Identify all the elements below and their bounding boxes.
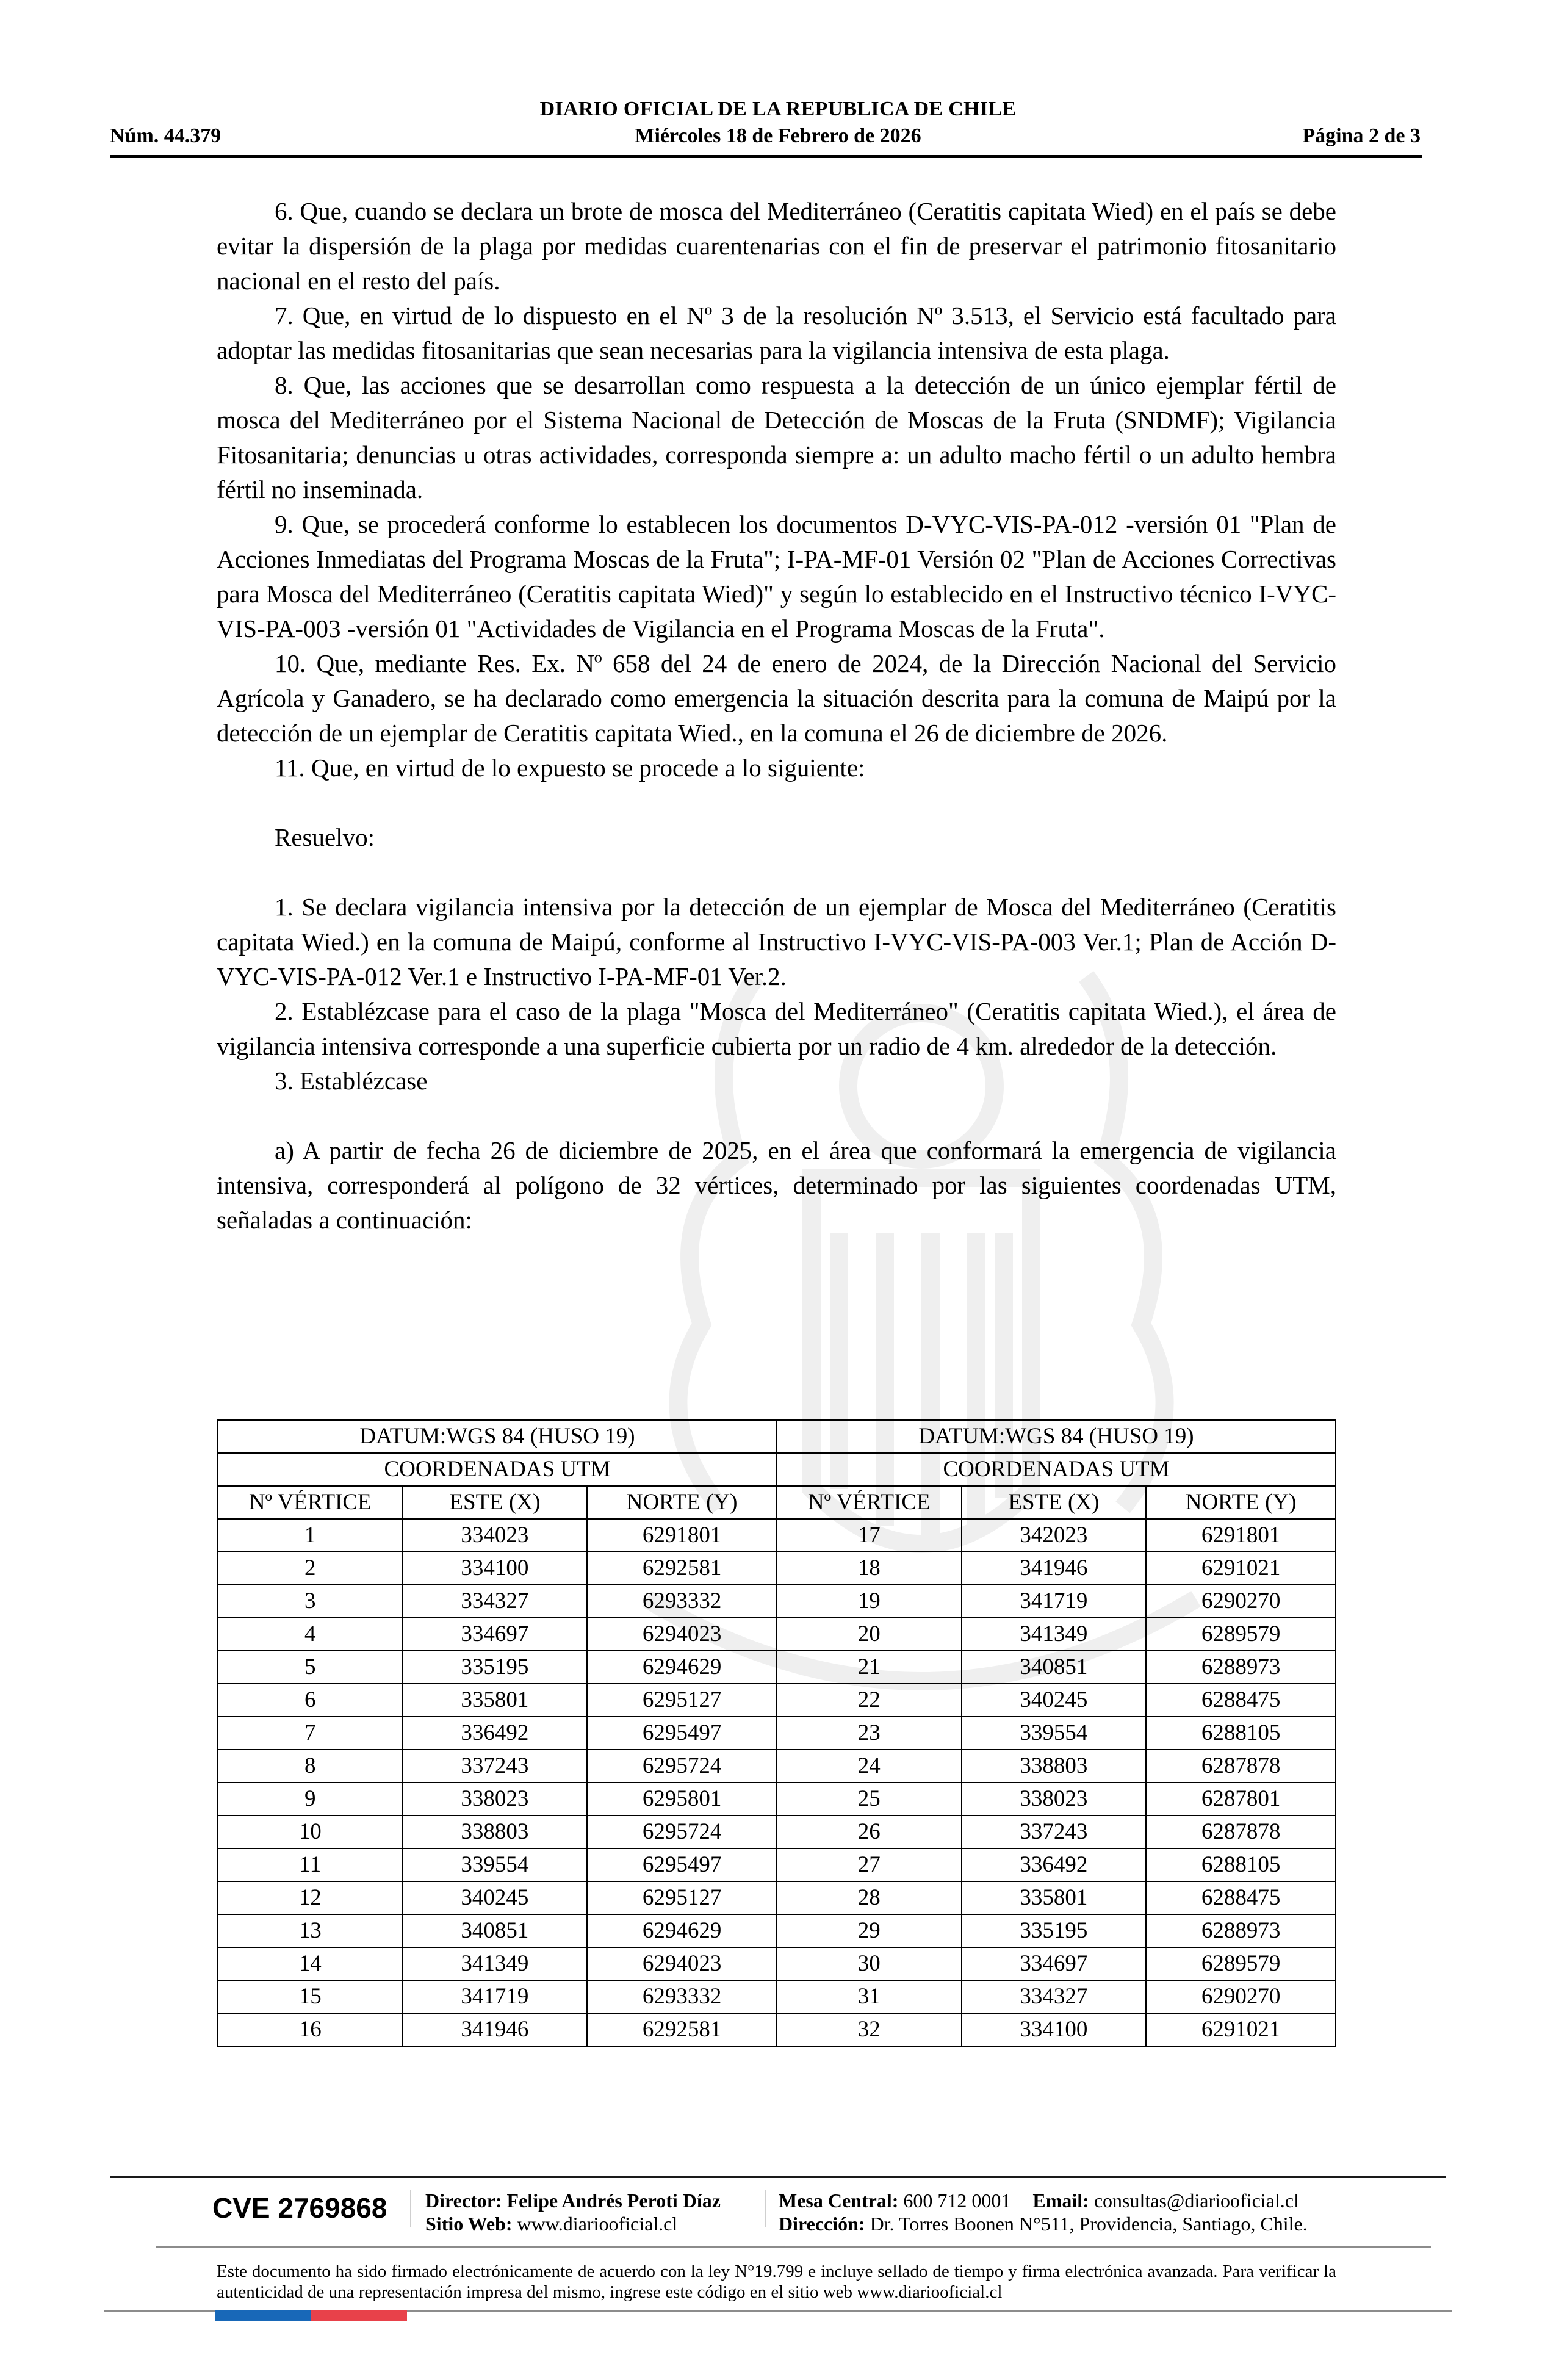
resuelvo-heading: Resuelvo: xyxy=(275,823,375,851)
north-value: 6291801 xyxy=(1146,1519,1336,1552)
table-row xyxy=(218,1552,1336,1585)
datum-header-right: DATUM:WGS 84 (HUSO 19) xyxy=(777,1420,1336,1453)
director-name: Felipe Andrés Peroti Díaz xyxy=(506,2190,721,2212)
east-value: 337243 xyxy=(403,1750,588,1783)
cve-code: CVE 2769868 xyxy=(212,2192,387,2224)
table-coords-row xyxy=(218,1453,1336,1486)
email-link[interactable]: consultas@diariooficial.cl xyxy=(1093,2190,1299,2212)
table-row xyxy=(218,1816,1336,1848)
north-value: 6291801 xyxy=(587,1519,777,1552)
paragraph-6: 6. Que, cuando se declara un brote de mosca del Mediterráneo (Ceratitis capitata Wied) en el país se debe evitar la dispersión de la plaga por medidas cuarentenarias con el fin de preservar el patrimonio fitosanitario nacional en el resto del país. xyxy=(217,197,1336,295)
paragraph-7: 7. Que, en virtud de lo dispuesto en el Nº 3 de la resolución Nº 3.513, el Servicio está facultado para adoptar las medidas fitosanitarias que sean necesarias para la vigilancia intensiva de esta plaga. xyxy=(217,301,1336,364)
east-value: 334327 xyxy=(403,1585,588,1618)
table-row xyxy=(218,1947,1336,1980)
north-value: 6288475 xyxy=(1146,1881,1336,1914)
paragraph-10: 10. Que, mediante Res. Ex. Nº 658 del 24 de enero de 2024, de la Dirección Nacional del Servicio Agrícola y Ganadero, se ha declarado como emergencia la situación descrita para la comuna de Maipú por la detección de un ejemplar de Ceratitis capitata Wied., en la comuna el 26 de diciembre de 2026. xyxy=(217,649,1336,747)
phone-number: 600 712 0001 xyxy=(903,2190,1011,2212)
table-row xyxy=(218,1750,1336,1783)
table-row xyxy=(218,1848,1336,1881)
east-value: 338803 xyxy=(403,1816,588,1848)
table-row xyxy=(218,1717,1336,1750)
north-value: 6287878 xyxy=(1146,1816,1336,1848)
east-value: 334100 xyxy=(403,1552,588,1585)
east-value: 336492 xyxy=(962,1848,1147,1881)
address-text: Dr. Torres Boonen N°511, Providencia, Santiago, Chile. xyxy=(870,2213,1308,2235)
table-row xyxy=(218,1881,1336,1914)
east-value: 341349 xyxy=(403,1947,588,1980)
flag-red-stripe xyxy=(311,2310,407,2321)
vertex-number: 19 xyxy=(777,1585,962,1618)
vertex-number: 8 xyxy=(218,1750,403,1783)
east-value: 340851 xyxy=(403,1914,588,1947)
vertex-number: 3 xyxy=(218,1585,403,1618)
vertex-number: 23 xyxy=(777,1717,962,1750)
north-value: 6288105 xyxy=(1146,1717,1336,1750)
vertex-number: 21 xyxy=(777,1651,962,1684)
utm-coordinates-table xyxy=(217,1419,1336,2047)
resolution-2: 2. Establézcase para el caso de la plaga "Mosca del Mediterráneo" (Ceratitis capitata Wied.), el área de vigilancia intensiva corresponde a una superficie cubierta por un radio de 4 km. alrededor de la detección. xyxy=(217,997,1336,1060)
vertex-number: 30 xyxy=(777,1947,962,1980)
east-value: 335195 xyxy=(403,1651,588,1684)
vertex-number: 20 xyxy=(777,1618,962,1651)
vertex-number: 26 xyxy=(777,1816,962,1848)
vertex-number: 16 xyxy=(218,2013,403,2046)
vertex-number: 25 xyxy=(777,1783,962,1816)
col-header-north: NORTE (Y) xyxy=(1146,1486,1336,1519)
north-value: 6295801 xyxy=(587,1783,777,1816)
page-indicator: Página 2 de 3 xyxy=(1302,124,1421,147)
north-value: 6294629 xyxy=(587,1914,777,1947)
north-value: 6288475 xyxy=(1146,1684,1336,1717)
table-row xyxy=(218,1651,1336,1684)
vertex-number: 9 xyxy=(218,1783,403,1816)
resolution-3: 3. Establézcase xyxy=(275,1067,428,1095)
resolution-1: 1. Se declara vigilancia intensiva por la detección de un ejemplar de Mosca del Mediterráneo (Ceratitis capitata Wied.) en la comuna de Maipú, conforme al Instructivo I-VYC-VIS-PA-003 Ver.1; Plan de Acción D-VYC-VIS-PA-012 Ver.1 e Instructivo I-PA-MF-01 Ver.2. xyxy=(217,893,1336,990)
east-value: 338023 xyxy=(962,1783,1147,1816)
address-label: Dirección: xyxy=(779,2213,865,2235)
newspaper-title: DIARIO OFICIAL DE LA REPUBLICA DE CHILE xyxy=(539,98,1017,120)
north-value: 6290270 xyxy=(1146,1980,1336,2013)
north-value: 6288973 xyxy=(1146,1651,1336,1684)
east-value: 334023 xyxy=(403,1519,588,1552)
table-row xyxy=(218,1585,1336,1618)
table-row xyxy=(218,1684,1336,1717)
col-header-vertex: Nº VÉRTICE xyxy=(777,1486,962,1519)
footer-gray-rule xyxy=(156,2246,1431,2248)
east-value: 337243 xyxy=(962,1816,1147,1848)
table-row xyxy=(218,1980,1336,2013)
footer-divider xyxy=(110,2176,1446,2178)
east-value: 340245 xyxy=(962,1684,1147,1717)
vertex-number: 10 xyxy=(218,1816,403,1848)
north-value: 6287878 xyxy=(1146,1750,1336,1783)
document-body xyxy=(217,194,1336,1238)
north-value: 6293332 xyxy=(587,1585,777,1618)
table-column-headers xyxy=(218,1486,1336,1519)
flag-blue-stripe xyxy=(215,2310,311,2321)
table-row xyxy=(218,1783,1336,1816)
north-value: 6288105 xyxy=(1146,1848,1336,1881)
vertex-number: 13 xyxy=(218,1914,403,1947)
east-value: 335195 xyxy=(962,1914,1147,1947)
vertex-number: 2 xyxy=(218,1552,403,1585)
table-row xyxy=(218,1519,1336,1552)
issue-number: Núm. 44.379 xyxy=(110,124,222,147)
east-value: 339554 xyxy=(403,1848,588,1881)
north-value: 6294023 xyxy=(587,1947,777,1980)
vertex-number: 14 xyxy=(218,1947,403,1980)
north-value: 6292581 xyxy=(587,2013,777,2046)
vertex-number: 29 xyxy=(777,1914,962,1947)
east-value: 341946 xyxy=(962,1552,1147,1585)
vertex-number: 1 xyxy=(218,1519,403,1552)
north-value: 6295724 xyxy=(587,1750,777,1783)
east-value: 335801 xyxy=(403,1684,588,1717)
vertex-number: 24 xyxy=(777,1750,962,1783)
north-value: 6292581 xyxy=(587,1552,777,1585)
vertex-number: 6 xyxy=(218,1684,403,1717)
east-value: 334327 xyxy=(962,1980,1147,2013)
north-value: 6293332 xyxy=(587,1980,777,2013)
col-header-east: ESTE (X) xyxy=(962,1486,1147,1519)
paragraph-8: 8. Que, las acciones que se desarrollan como respuesta a la detección de un único ejemplar fértil de mosca del Mediterráneo por el Sistema Nacional de Detección de Moscas de la Fruta (SNDMF); Vigilancia Fitosanitaria; denuncias u otras actividades, corresponda siempre a: un adulto macho fértil o un adulto hembra fértil no inseminada. xyxy=(217,371,1336,503)
vertex-number: 5 xyxy=(218,1651,403,1684)
east-value: 341719 xyxy=(962,1585,1147,1618)
east-value: 340851 xyxy=(962,1651,1147,1684)
vertex-number: 7 xyxy=(218,1717,403,1750)
vertex-number: 32 xyxy=(777,2013,962,2046)
vertex-number: 11 xyxy=(218,1848,403,1881)
north-value: 6294023 xyxy=(587,1618,777,1651)
coords-header-right: COORDENADAS UTM xyxy=(777,1453,1336,1486)
north-value: 6295127 xyxy=(587,1684,777,1717)
paragraph-11: 11. Que, en virtud de lo expuesto se procede a lo siguiente: xyxy=(275,754,865,782)
east-value: 341349 xyxy=(962,1618,1147,1651)
website-link[interactable]: www.diariooficial.cl xyxy=(517,2213,678,2235)
east-value: 341719 xyxy=(403,1980,588,2013)
north-value: 6290270 xyxy=(1146,1585,1336,1618)
col-header-north: NORTE (Y) xyxy=(587,1486,777,1519)
north-value: 6287801 xyxy=(1146,1783,1336,1816)
north-value: 6295127 xyxy=(587,1881,777,1914)
east-value: 340245 xyxy=(403,1881,588,1914)
east-value: 334697 xyxy=(403,1618,588,1651)
vertex-number: 22 xyxy=(777,1684,962,1717)
header-divider xyxy=(110,155,1422,158)
vertex-number: 15 xyxy=(218,1980,403,2013)
director-label: Director: xyxy=(425,2190,502,2212)
north-value: 6289579 xyxy=(1146,1618,1336,1651)
issue-date: Miércoles 18 de Febrero de 2026 xyxy=(635,124,921,147)
east-value: 336492 xyxy=(403,1717,588,1750)
table-row xyxy=(218,1618,1336,1651)
coords-header-left: COORDENADAS UTM xyxy=(218,1453,777,1486)
east-value: 341946 xyxy=(403,2013,588,2046)
footer-separator xyxy=(410,2190,411,2227)
vertex-number: 12 xyxy=(218,1881,403,1914)
signature-disclaimer: Este documento ha sido firmado electrónicamente de acuerdo con la ley N°19.799 e incluye sellado de tiempo y firma electrónica avanzada. Para verificar la autenticidad de una representación impresa del mismo, ingrese este código en el sitio web www.diariooficial.cl xyxy=(217,2262,1336,2302)
vertex-number: 17 xyxy=(777,1519,962,1552)
email-label: Email: xyxy=(1032,2190,1089,2212)
col-header-vertex: Nº VÉRTICE xyxy=(218,1486,403,1519)
north-value: 6295497 xyxy=(587,1717,777,1750)
paragraph-9: 9. Que, se procederá conforme lo establecen los documentos D-VYC-VIS-PA-012 -versión 01 "Plan de Acciones Inmediatas del Programa Moscas de la Fruta"; I-PA-MF-01 Versión 02 "Plan de Acciones Correctivas para Mosca del Mediterráneo (Ceratitis capitata Wied)" y según lo establecido en el Instructivo técnico I-VYC-VIS-PA-003 -versión 01 "Actividades de Vigilancia en el Programa Moscas de la Fruta". xyxy=(217,510,1336,643)
north-value: 6295724 xyxy=(587,1816,777,1848)
vertex-number: 27 xyxy=(777,1848,962,1881)
east-value: 334697 xyxy=(962,1947,1147,1980)
col-header-east: ESTE (X) xyxy=(403,1486,588,1519)
vertex-number: 28 xyxy=(777,1881,962,1914)
east-value: 338023 xyxy=(403,1783,588,1816)
table-row xyxy=(218,1914,1336,1947)
north-value: 6291021 xyxy=(1146,1552,1336,1585)
footer-separator xyxy=(765,2190,766,2227)
phone-label: Mesa Central: xyxy=(779,2190,899,2212)
east-value: 334100 xyxy=(962,2013,1147,2046)
east-value: 338803 xyxy=(962,1750,1147,1783)
table-datum-row xyxy=(218,1420,1336,1453)
north-value: 6294629 xyxy=(587,1651,777,1684)
footer-director-block xyxy=(425,2191,721,2234)
north-value: 6295497 xyxy=(587,1848,777,1881)
table-row xyxy=(218,2013,1336,2046)
east-value: 335801 xyxy=(962,1881,1147,1914)
north-value: 6289579 xyxy=(1146,1947,1336,1980)
website-label: Sitio Web: xyxy=(425,2213,513,2235)
east-value: 342023 xyxy=(962,1519,1147,1552)
vertex-number: 18 xyxy=(777,1552,962,1585)
north-value: 6288973 xyxy=(1146,1914,1336,1947)
datum-header-left: DATUM:WGS 84 (HUSO 19) xyxy=(218,1420,777,1453)
footer-contact-block xyxy=(779,2191,1308,2234)
vertex-number: 4 xyxy=(218,1618,403,1651)
resolution-3a: a) A partir de fecha 26 de diciembre de 2025, en el área que conformará la emergencia de vigilancia intensiva, corresponderá al polígono de 32 vértices, determinado por las siguientes coordenadas UTM, señaladas a continuación: xyxy=(217,1136,1336,1234)
east-value: 339554 xyxy=(962,1717,1147,1750)
vertex-number: 31 xyxy=(777,1980,962,2013)
north-value: 6291021 xyxy=(1146,2013,1336,2046)
